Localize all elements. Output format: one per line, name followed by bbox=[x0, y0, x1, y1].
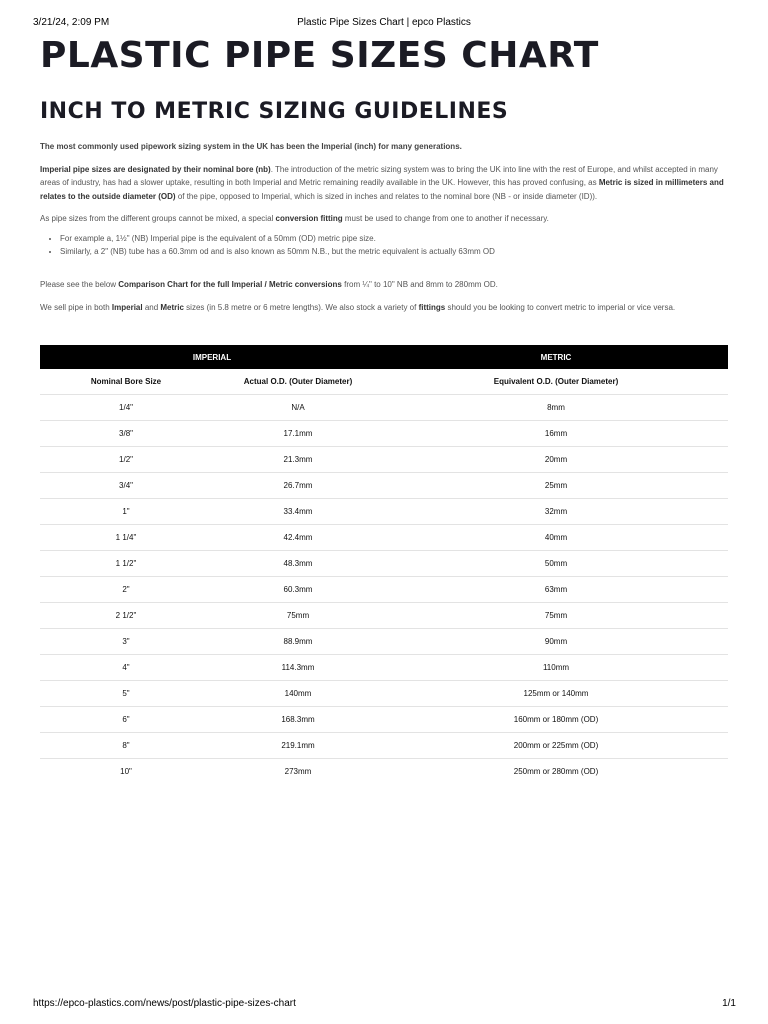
nominal-bore-cell: 8" bbox=[40, 733, 212, 759]
imperial-group-header: IMPERIAL bbox=[40, 345, 384, 369]
comparison-chart-bold: Comparison Chart for the full Imperial / Metric conversions bbox=[118, 279, 342, 289]
sales-text-1: We sell pipe in both bbox=[40, 303, 112, 312]
actual-od-cell: 48.3mm bbox=[212, 551, 384, 577]
nominal-bore-cell: 5" bbox=[40, 681, 212, 707]
mixing-paragraph bbox=[40, 212, 728, 226]
list-item: • Similarly, a 2" (NB) tube has a 60.3mm od and is also known as 50mm N.B., but the metric equivalent is actually 63mm OD bbox=[60, 245, 728, 258]
nominal-bore-cell: 10" bbox=[120, 767, 132, 776]
nominal-bore-cell: 3/8" bbox=[40, 421, 212, 447]
actual-od-cell: 21.3mm bbox=[212, 447, 384, 473]
table-row bbox=[40, 733, 728, 759]
equivalent-od-cell: 250mm or 280mm (OD) bbox=[513, 767, 599, 776]
table-row bbox=[40, 499, 728, 525]
nominal-bore-cell: 6" bbox=[40, 707, 212, 733]
article bbox=[40, 36, 728, 315]
nominal-bore-cell: 4" bbox=[40, 655, 212, 681]
table-row bbox=[40, 525, 728, 551]
actual-od-cell: 60.3mm bbox=[212, 577, 384, 603]
nominal-bore-cell: 2 1/2" bbox=[40, 603, 212, 629]
actual-od-cell: 219.1mm bbox=[212, 733, 384, 759]
page-number: 1/1 bbox=[722, 998, 736, 1009]
table-row bbox=[40, 655, 728, 681]
table-row bbox=[40, 577, 728, 603]
equivalent-od-cell: 20mm bbox=[384, 447, 728, 473]
comparison-text-1: Please see the below bbox=[40, 279, 119, 289]
designation-bold-lead: Imperial pipe sizes are designated by their nominal bore (nb) bbox=[40, 164, 271, 174]
actual-od-cell: 168.3mm bbox=[212, 707, 384, 733]
equivalent-od-cell: 110mm bbox=[384, 655, 728, 681]
nominal-bore-cell: 3/4" bbox=[40, 473, 212, 499]
print-page-title: Plastic Pipe Sizes Chart | epco Plastics bbox=[297, 17, 471, 28]
equivalent-od-cell: 25mm bbox=[384, 473, 728, 499]
pipe-sizes-table bbox=[40, 345, 728, 784]
equivalent-od-cell: 32mm bbox=[384, 499, 728, 525]
conversion-fitting-bold: conversion fitting bbox=[275, 214, 343, 223]
list-item: • For example a, 1½" (NB) Imperial pipe is the equivalent of a 50mm (OD) metric pipe size. bbox=[60, 232, 728, 245]
actual-od-cell: N/A bbox=[212, 395, 384, 421]
mixing-text-2: must be used to change from one to another if necessary. bbox=[342, 214, 549, 223]
nominal-bore-cell: 1 1/2" bbox=[40, 551, 212, 577]
table-row bbox=[40, 447, 728, 473]
equivalent-od-cell: 63mm bbox=[384, 577, 728, 603]
actual-od-cell: 273mm bbox=[284, 767, 312, 776]
intro-paragraph: The most commonly used pipework sizing system in the UK has been the Imperial (inch) for many generations. bbox=[40, 142, 462, 151]
imperial-link[interactable]: Imperial bbox=[111, 303, 143, 312]
actual-od-cell: 26.7mm bbox=[212, 473, 384, 499]
actual-od-cell: 140mm bbox=[212, 681, 384, 707]
actual-od-cell: 17.1mm bbox=[212, 421, 384, 447]
designation-paragraph bbox=[40, 163, 728, 204]
equivalent-od-cell: 90mm bbox=[384, 629, 728, 655]
equivalent-od-cell: 50mm bbox=[384, 551, 728, 577]
actual-od-cell: 33.4mm bbox=[212, 499, 384, 525]
metric-link[interactable]: Metric bbox=[160, 303, 184, 312]
table-row bbox=[40, 707, 728, 733]
column-header-actual-od: Actual O.D. (Outer Diameter) bbox=[212, 369, 384, 395]
nominal-bore-cell: 1/2" bbox=[40, 447, 212, 473]
table-column-header-row bbox=[40, 369, 728, 395]
page-title: PLASTIC PIPE SIZES CHART bbox=[40, 35, 599, 76]
nominal-bore-cell: 2" bbox=[40, 577, 212, 603]
actual-od-cell: 88.9mm bbox=[212, 629, 384, 655]
table-row bbox=[40, 395, 728, 421]
equivalent-od-cell: 8mm bbox=[384, 395, 728, 421]
equivalent-od-cell: 125mm or 140mm bbox=[384, 681, 728, 707]
nominal-bore-cell: 1/4" bbox=[40, 395, 212, 421]
sales-text-3: sizes (in 5.8 metre or 6 metre lengths). We also stock a variety of bbox=[183, 303, 419, 312]
table-group-header-row bbox=[40, 345, 728, 369]
actual-od-cell: 42.4mm bbox=[212, 525, 384, 551]
table-row bbox=[40, 603, 728, 629]
table-row bbox=[40, 759, 728, 785]
section-title: INCH TO METRIC SIZING GUIDELINES bbox=[40, 99, 509, 124]
equivalent-od-cell: 40mm bbox=[384, 525, 728, 551]
designation-text-1: . The introduction of the metric sizing system was to bring the UK into line with the rest of Europe, and whilst accepted in many areas of industry, has had a slower uptake, resulting in both Imperial and Metric remaining readily available in the UK. However, this has proved confusing, as bbox=[40, 164, 718, 187]
print-footer bbox=[0, 994, 768, 1024]
equivalent-od-cell: 16mm bbox=[384, 421, 728, 447]
designation-bold-mid: Metric is sized in millimeters and relates to the outside diameter (OD) bbox=[40, 178, 724, 201]
column-header-equivalent-od: Equivalent O.D. (Outer Diameter) bbox=[384, 369, 728, 395]
nominal-bore-cell: 1 1/4" bbox=[40, 525, 212, 551]
sales-paragraph bbox=[40, 301, 728, 315]
examples-list bbox=[40, 232, 728, 258]
print-datetime: 3/21/24, 2:09 PM bbox=[33, 17, 110, 28]
equivalent-od-cell: 160mm or 180mm (OD) bbox=[384, 707, 728, 733]
table-row bbox=[40, 473, 728, 499]
print-header bbox=[0, 0, 768, 30]
table-row bbox=[40, 681, 728, 707]
metric-group-header: METRIC bbox=[384, 345, 728, 369]
comparison-text-2: from ¼" to 10" NB and 8mm to 280mm OD. bbox=[341, 279, 498, 289]
page-url: https://epco-plastics.com/news/post/plastic-pipe-sizes-chart bbox=[33, 998, 296, 1009]
mixing-text-1: As pipe sizes from the different groups cannot be mixed, a special bbox=[40, 214, 276, 223]
comparison-paragraph bbox=[40, 278, 728, 292]
equivalent-od-cell: 200mm or 225mm (OD) bbox=[384, 733, 728, 759]
designation-text-2: of the pipe, opposed to Imperial, which is sized in inches and relates to the nominal bore (NB - or inside diameter (ID)). bbox=[175, 191, 598, 201]
fittings-link[interactable]: fittings bbox=[418, 303, 446, 312]
actual-od-cell: 75mm bbox=[212, 603, 384, 629]
table-row bbox=[40, 629, 728, 655]
actual-od-cell: 114.3mm bbox=[212, 655, 384, 681]
equivalent-od-cell: 75mm bbox=[384, 603, 728, 629]
sales-text-4: should you be looking to convert metric to imperial or vice versa. bbox=[445, 303, 676, 312]
table-row bbox=[40, 421, 728, 447]
sales-text-2: and bbox=[142, 303, 161, 312]
nominal-bore-cell: 1" bbox=[40, 499, 212, 525]
table-row bbox=[40, 551, 728, 577]
nominal-bore-cell: 3" bbox=[40, 629, 212, 655]
column-header-nominal-bore: Nominal Bore Size bbox=[40, 369, 212, 395]
